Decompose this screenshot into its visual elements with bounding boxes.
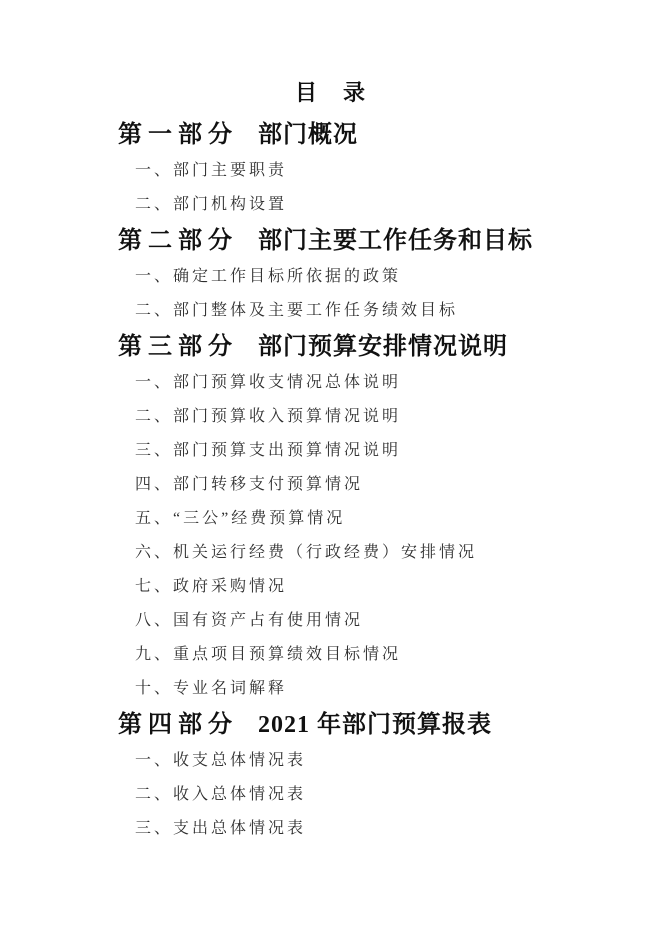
toc-item: 六、机关运行经费（行政经费）安排情况 [135,544,478,561]
toc-item: 一、部门预算收支情况总体说明 [135,374,402,391]
section-number: 第二部分 [118,228,238,254]
toc-section-2 [0,222,662,328]
section-title: 部门预算安排情况说明 [258,334,508,360]
toc-item: 七、政府采购情况 [135,578,288,595]
toc-item: 二、部门整体及主要工作任务绩效目标 [135,302,459,319]
section-number: 第四部分 [118,712,238,738]
toc-title: 目 录 [294,80,367,105]
toc-item: 二、收入总体情况表 [135,786,307,803]
section-heading [0,116,662,154]
toc-item: 三、部门预算支出预算情况说明 [135,442,402,459]
toc-item: 五、“三公”经费预算情况 [135,510,346,527]
section-title: 部门主要工作任务和目标 [258,228,533,254]
toc-item: 一、部门主要职责 [135,162,288,179]
toc-item: 八、国有资产占有使用情况 [135,612,364,629]
section-heading [0,328,662,366]
toc-item: 九、重点项目预算绩效目标情况 [135,646,402,663]
section-heading [0,706,662,744]
toc-section-4 [0,706,662,846]
section-title: 2021 年部门预算报表 [258,712,492,738]
toc-item: 十、专业名词解释 [135,680,288,697]
toc-item: 二、部门预算收入预算情况说明 [135,408,402,425]
section-number: 第一部分 [118,122,238,148]
toc-item: 四、部门转移支付预算情况 [135,476,364,493]
toc-section-3 [0,328,662,706]
toc-item: 一、收支总体情况表 [135,752,307,769]
section-title: 部门概况 [258,122,358,148]
toc-item: 三、支出总体情况表 [135,820,307,837]
section-heading [0,222,662,260]
toc-section-1 [0,116,662,222]
section-number: 第三部分 [118,334,238,360]
toc-item: 二、部门机构设置 [135,196,288,213]
toc-item: 一、确定工作目标所依据的政策 [135,268,402,285]
